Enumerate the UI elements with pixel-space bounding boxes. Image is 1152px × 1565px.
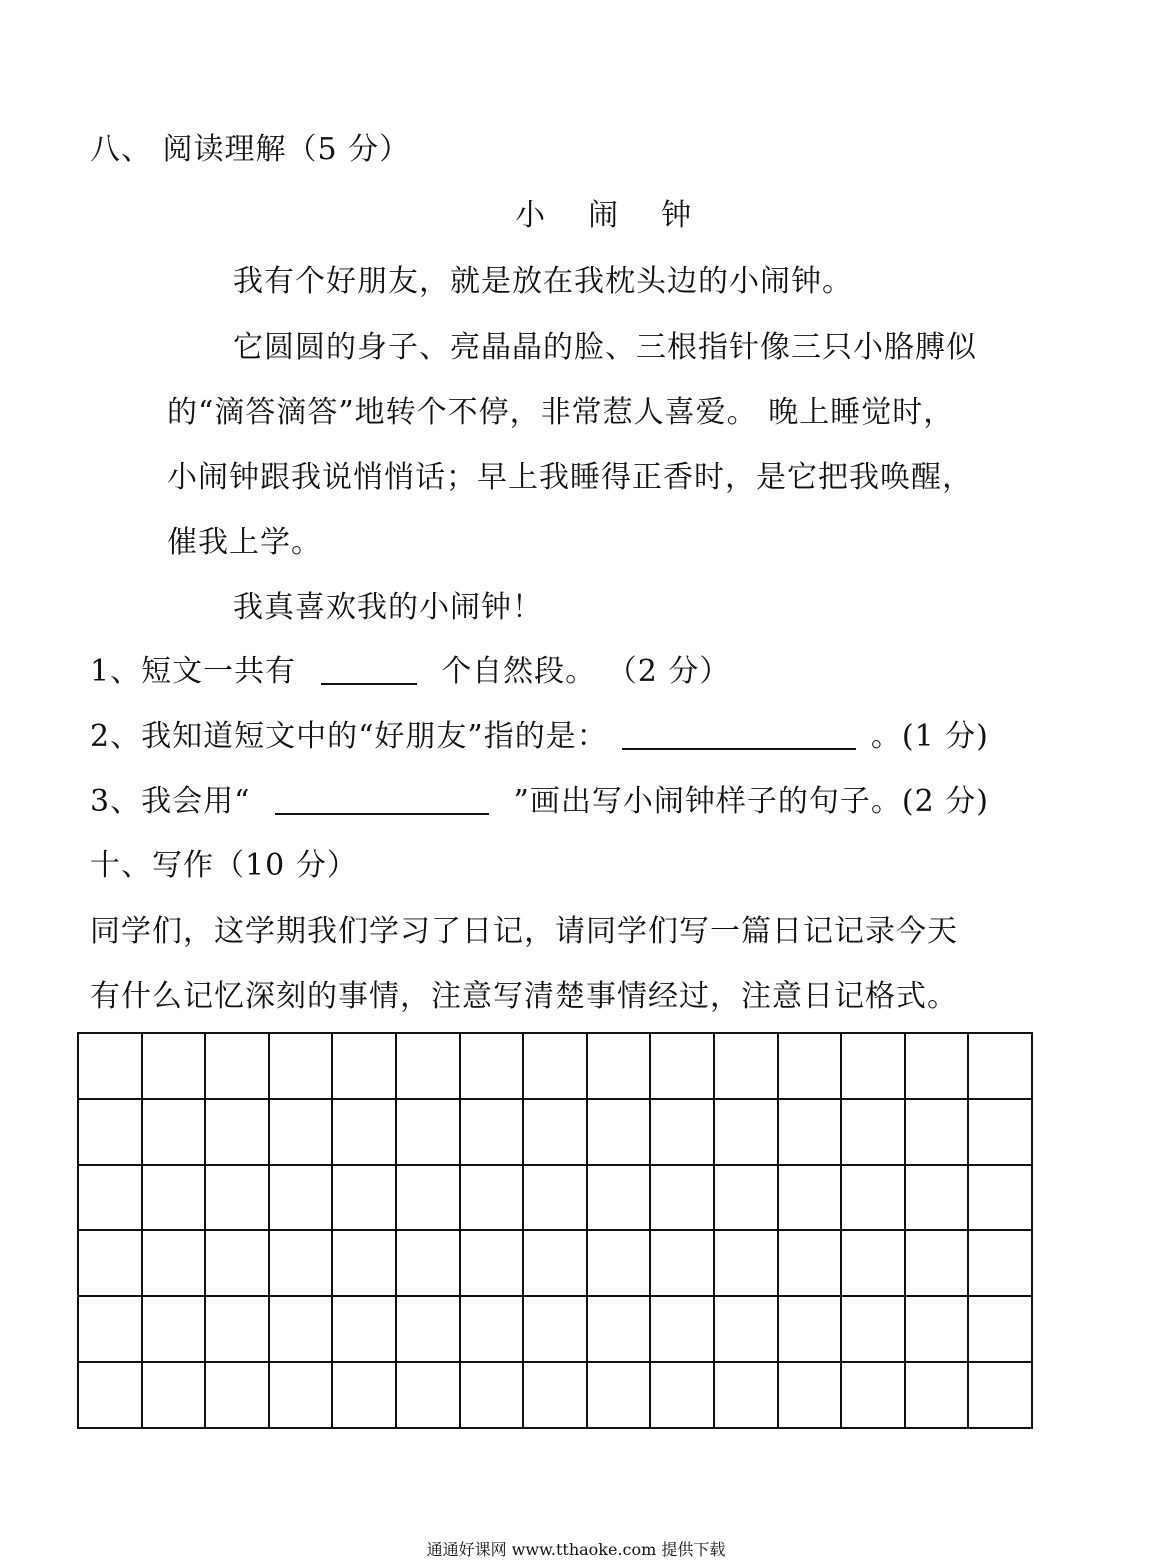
grid-cell[interactable]: [332, 1099, 396, 1165]
grid-cell[interactable]: [778, 1296, 842, 1362]
grid-cell[interactable]: [269, 1362, 333, 1428]
grid-cell[interactable]: [142, 1165, 206, 1231]
grid-cell[interactable]: [968, 1033, 1032, 1099]
grid-cell[interactable]: [905, 1296, 969, 1362]
grid-cell[interactable]: [841, 1033, 905, 1099]
grid-cell[interactable]: [205, 1033, 269, 1099]
grid-cell[interactable]: [714, 1296, 778, 1362]
grid-cell[interactable]: [332, 1230, 396, 1296]
question-1-answer-blank[interactable]: [321, 655, 417, 685]
paragraph-3: 我真喜欢我的小闹钟！: [233, 590, 543, 625]
grid-row: [78, 1165, 1032, 1231]
grid-cell[interactable]: [142, 1099, 206, 1165]
grid-cell[interactable]: [841, 1230, 905, 1296]
grid-cell[interactable]: [968, 1230, 1032, 1296]
grid-cell[interactable]: [205, 1296, 269, 1362]
grid-cell[interactable]: [523, 1165, 587, 1231]
grid-row: [78, 1362, 1032, 1428]
grid-cell[interactable]: [587, 1165, 651, 1231]
grid-cell[interactable]: [396, 1362, 460, 1428]
passage-title: 小 闹 钟: [515, 198, 700, 233]
grid-row: [78, 1230, 1032, 1296]
question-2-text: 2、我知道短文中的“好朋友”指的是：: [90, 719, 608, 754]
grid-row: [78, 1033, 1032, 1099]
grid-cell[interactable]: [841, 1165, 905, 1231]
grid-cell[interactable]: [269, 1296, 333, 1362]
grid-cell[interactable]: [142, 1033, 206, 1099]
grid-cell[interactable]: [841, 1362, 905, 1428]
writing-grid[interactable]: [77, 1032, 1033, 1429]
grid-cell[interactable]: [332, 1362, 396, 1428]
grid-cell[interactable]: [78, 1099, 142, 1165]
question-3: [90, 782, 989, 822]
grid-cell[interactable]: [78, 1362, 142, 1428]
question-2: [90, 717, 989, 757]
footer-source: 通通好课网 www.tthaoke.com 提供下载: [426, 1540, 726, 1559]
grid-cell[interactable]: [396, 1296, 460, 1362]
question-3-score: ”画出写小闹钟样子的句子。(2 分): [513, 784, 989, 819]
grid-cell[interactable]: [650, 1099, 714, 1165]
grid-cell[interactable]: [650, 1165, 714, 1231]
grid-cell[interactable]: [587, 1362, 651, 1428]
grid-cell[interactable]: [523, 1296, 587, 1362]
grid-cell[interactable]: [841, 1099, 905, 1165]
paragraph-2-line-1: 它圆圆的身子、亮晶晶的脸、三根指针像三只小胳膊似: [233, 330, 977, 365]
grid-cell[interactable]: [714, 1099, 778, 1165]
grid-cell[interactable]: [968, 1165, 1032, 1231]
grid-cell[interactable]: [332, 1165, 396, 1231]
grid-cell[interactable]: [905, 1165, 969, 1231]
grid-cell[interactable]: [205, 1230, 269, 1296]
writing-prompt-line-1: 同学们，这学期我们学习了日记，请同学们写一篇日记记录今天: [90, 914, 958, 949]
grid-cell[interactable]: [587, 1099, 651, 1165]
grid-cell[interactable]: [142, 1230, 206, 1296]
grid-row: [78, 1099, 1032, 1165]
grid-cell[interactable]: [460, 1165, 524, 1231]
grid-cell[interactable]: [968, 1296, 1032, 1362]
writing-prompt-line-2: 有什么记忆深刻的事情，注意写清楚事情经过，注意日记格式。: [90, 979, 958, 1014]
paragraph-2-line-2: 的“滴答滴答”地转个不停，非常惹人喜爱。 晚上睡觉时，: [167, 395, 955, 430]
grid-cell[interactable]: [968, 1099, 1032, 1165]
grid-cell[interactable]: [205, 1099, 269, 1165]
grid-cell[interactable]: [587, 1033, 651, 1099]
question-1: [90, 652, 730, 692]
grid-cell[interactable]: [396, 1230, 460, 1296]
grid-cell[interactable]: [332, 1033, 396, 1099]
grid-cell[interactable]: [396, 1165, 460, 1231]
grid-cell[interactable]: [396, 1099, 460, 1165]
grid-cell[interactable]: [142, 1296, 206, 1362]
grid-cell[interactable]: [778, 1362, 842, 1428]
grid-cell[interactable]: [778, 1230, 842, 1296]
question-2-score: 。(1 分): [870, 719, 989, 754]
grid-cell[interactable]: [523, 1099, 587, 1165]
grid-cell[interactable]: [460, 1296, 524, 1362]
grid-cell[interactable]: [778, 1099, 842, 1165]
grid-cell[interactable]: [905, 1033, 969, 1099]
grid-cell[interactable]: [650, 1033, 714, 1099]
grid-cell[interactable]: [269, 1099, 333, 1165]
grid-cell[interactable]: [205, 1362, 269, 1428]
grid-cell[interactable]: [587, 1296, 651, 1362]
grid-cell[interactable]: [142, 1362, 206, 1428]
grid-cell[interactable]: [968, 1362, 1032, 1428]
grid-cell[interactable]: [205, 1165, 269, 1231]
question-1-text: 1、短文一共有: [90, 654, 297, 689]
grid-cell[interactable]: [460, 1362, 524, 1428]
grid-cell[interactable]: [714, 1230, 778, 1296]
grid-cell[interactable]: [650, 1362, 714, 1428]
grid-cell[interactable]: [78, 1165, 142, 1231]
grid-cell[interactable]: [587, 1230, 651, 1296]
grid-cell[interactable]: [78, 1033, 142, 1099]
grid-cell[interactable]: [841, 1296, 905, 1362]
paragraph-1: 我有个好朋友，就是放在我枕头边的小闹钟。: [233, 264, 853, 299]
grid-cell[interactable]: [460, 1033, 524, 1099]
grid-cell[interactable]: [78, 1296, 142, 1362]
question-3-text: 3、我会用“: [90, 784, 251, 819]
grid-cell[interactable]: [269, 1033, 333, 1099]
question-3-answer-blank[interactable]: [275, 785, 489, 815]
paragraph-2-line-3: 小闹钟跟我说悄悄话；早上我睡得正香时，是它把我唤醒，: [167, 460, 973, 495]
grid-cell[interactable]: [714, 1165, 778, 1231]
grid-cell[interactable]: [523, 1362, 587, 1428]
grid-cell[interactable]: [460, 1230, 524, 1296]
grid-cell[interactable]: [523, 1033, 587, 1099]
grid-cell[interactable]: [778, 1033, 842, 1099]
grid-cell[interactable]: [78, 1230, 142, 1296]
grid-cell[interactable]: [269, 1165, 333, 1231]
paragraph-2-line-4: 催我上学。: [167, 525, 322, 560]
grid-row: [78, 1296, 1032, 1362]
grid-cell[interactable]: [714, 1033, 778, 1099]
grid-cell[interactable]: [396, 1033, 460, 1099]
grid-cell[interactable]: [269, 1230, 333, 1296]
grid-cell[interactable]: [650, 1296, 714, 1362]
grid-cell[interactable]: [905, 1362, 969, 1428]
grid-cell[interactable]: [714, 1362, 778, 1428]
grid-cell[interactable]: [523, 1230, 587, 1296]
grid-cell[interactable]: [905, 1230, 969, 1296]
grid-cell[interactable]: [650, 1230, 714, 1296]
grid-cell[interactable]: [332, 1296, 396, 1362]
question-2-answer-blank[interactable]: [622, 720, 856, 750]
section-8-heading: 八、 阅读理解（5 分）: [90, 132, 411, 167]
question-1-score: 个自然段。 （2 分）: [441, 654, 731, 689]
section-10-heading: 十、写作（10 分）: [90, 848, 358, 883]
grid-cell[interactable]: [460, 1099, 524, 1165]
grid-cell[interactable]: [778, 1165, 842, 1231]
grid-cell[interactable]: [905, 1099, 969, 1165]
